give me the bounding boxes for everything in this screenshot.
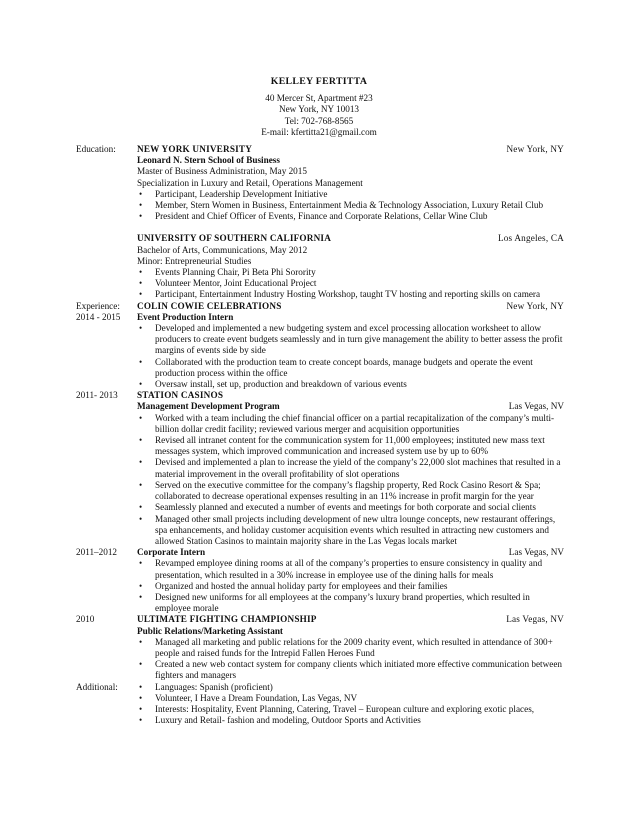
bullet-item: • Luxury and Retail- fashion and modeling, Outdoor Sports and Activities [137,715,564,726]
degree-line: Bachelor of Arts, Communications, May 2012 [137,244,308,255]
experience-job [76,390,564,547]
job-content [137,614,564,681]
degree-line: Master of Business Administration, May 2015 [137,166,307,177]
additional-section [76,682,564,727]
resume-body [76,144,564,726]
job-location: Las Vegas, NV [508,401,564,412]
company-name: STATION CASINOS [137,390,224,401]
job-dates: 2010 [76,614,95,625]
experience-gutter [76,547,136,558]
school-heading [137,144,564,155]
bullet-item: • Managed other small projects including development of new ultra lounge concepts, new restaurant offerings, spa enhancements, and holiday customer acquisition events which resulted in attracting new customers and allowed Station Casinos to maintain majority share in the Las Vegas locals market [137,514,564,548]
company-heading [137,614,564,625]
bullet-item: • Worked with a team including the chief financial officer on a partial recapitalization of the company’s multi-billion dollar credit facility; reviewed various merger and acquisition opportunities [137,413,564,435]
bullet-item: • Managed all marketing and public relations for the 2009 charity event, which resulted in attendance of 300+ people and raised funds for the Intrepid Fallen Heroes Fund [137,637,564,659]
school-bullet-list [137,189,564,223]
bullet-item: • Served on the executive committee for the company’s flagship property, Red Rock Casino Resort & Spa; collaborated to decrease operational expenses resulting in an 11% increase in profit margin for the year [137,480,564,502]
company-name: ULTIMATE FIGHTING CHAMPIONSHIP [137,614,317,625]
job-location: Las Vegas, NV [506,614,564,625]
school-division: Leonard N. Stern School of Business [137,155,280,166]
job-title: Event Production Intern [137,311,234,322]
candidate-name: KELLEY FERTITTA [270,76,368,87]
bullet-item: • Revamped employee dining rooms at all of the company’s properties to ensure consistency in quality and presentation, which resulted in a 30% increase in employee use of the dining halls for meals [137,558,564,580]
phone-number: Tel: 702-768-8565 [284,115,354,126]
bullet-item: • Revised all intranet content for the communication system for 11,000 employees; instituted new mass text messages system, which improved communication and increased system use by up to 60% [137,435,564,457]
address-line-2: New York, NY 10013 [278,104,360,115]
job-title: Public Relations/Marketing Assistant [137,625,283,636]
school-location: New York, NY [506,144,564,154]
school-name: NEW YORK UNIVERSITY [137,144,253,154]
job-bullet-list [137,323,564,390]
education-gutter [76,144,136,155]
experience-job [76,301,564,391]
bullet-item: • Devised and implemented a plan to increase the yield of the company’s 22,000 slot machines that resulted in a material improvement in the overall profitability of slot operations [137,457,564,479]
job-dates: 2014 - 2015 [76,311,121,322]
email-address: E-mail: kfertitta21@gmail.com [261,126,377,137]
job-dates: 2011- 2013 [76,390,118,401]
job-content [137,390,564,547]
bullet-item: • President and Chief Officer of Events, Finance and Corporate Relations, Cellar Wine Club [137,211,564,222]
job-title: Corporate Intern [137,547,206,558]
additional-bullet-list [137,682,564,727]
job-location: New York, NY [506,300,564,311]
focus-line: Minor: Entrepreneurial Studies [137,255,252,266]
additional-label: Additional: [76,681,118,692]
bullet-item: • Organized and hosted the annual holiday party for employees and their families [137,581,564,592]
experience-gutter [76,614,136,625]
bullet-item: • Volunteer Mentor, Joint Educational Project [137,278,564,289]
bullet-item: • Oversaw install, set up, production and breakdown of various events [137,379,564,390]
experience-gutter [76,390,136,401]
job-dates: 2011–2012 [76,547,118,558]
company-heading [137,301,564,312]
job-bullet-list [137,637,564,682]
job-content [137,301,564,391]
company-heading [137,390,564,401]
bullet-item: • Seamlessly planned and executed a number of events and meetings for both corporate and social clients [137,502,564,513]
education-section [76,144,564,301]
bullet-item: • Created a new web contact system for company clients which initiated more effective communication between fighters and managers [137,659,564,681]
job-content [137,547,564,614]
additional-gutter [76,682,136,693]
job-title-row [137,401,564,412]
resume-header [0,76,638,138]
bullet-item: • Interests: Hospitality, Event Planning, Catering, Travel – European culture and exploring exotic places, [137,704,564,715]
bullet-item: • Languages: Spanish (proficient) [137,682,564,693]
bullet-item: • Events Planning Chair, Pi Beta Phi Sorority [137,267,564,278]
education-label: Education: [76,144,116,154]
experience-job [76,547,564,614]
bullet-item: • Volunteer, I Have a Dream Foundation, Las Vegas, NV [137,693,564,704]
bullet-item: • Designed new uniforms for all employees at the company’s luxury brand properties, which resulted in employee morale [137,592,564,614]
school-name: UNIVERSITY OF SOUTHERN CALIFORNIA [137,233,332,244]
experience-job [76,614,564,681]
company-name: COLIN COWIE CELEBRATIONS [137,300,282,311]
school-location: Los Angeles, CA [497,233,564,244]
experience-label: Experience: [76,300,120,311]
school-bullet-list [137,267,564,301]
job-bullet-list [137,413,564,547]
bullet-item: • Developed and implemented a new budgeting system and excel processing allocation worksheet to allow producers to create event budgets seamlessly and in turn give management the ability to better assess the profit margins of events side by side [137,323,564,357]
school-heading [137,233,564,244]
address-line-1: 40 Mercer St, Apartment #23 [265,93,373,104]
education-content [137,144,564,301]
job-title: Management Development Program [137,401,280,412]
experience-gutter [76,301,136,323]
bullet-item: • Member, Stern Women in Business, Entertainment Media & Technology Association, Luxury Retail Club [137,200,564,211]
additional-content [137,682,564,727]
job-title-row [137,547,564,558]
focus-line: Specialization in Luxury and Retail, Operations Management [137,177,363,188]
bullet-item: • Participant, Entertainment Industry Hosting Workshop, taught TV hosting and reporting skills on camera [137,289,564,300]
job-bullet-list [137,558,564,614]
bullet-item: • Participant, Leadership Development Initiative [137,189,564,200]
bullet-item: • Collaborated with the production team to create concept boards, manage budgets and operate the event production process within the office [137,357,564,379]
job-location: Las Vegas, NV [508,547,564,558]
